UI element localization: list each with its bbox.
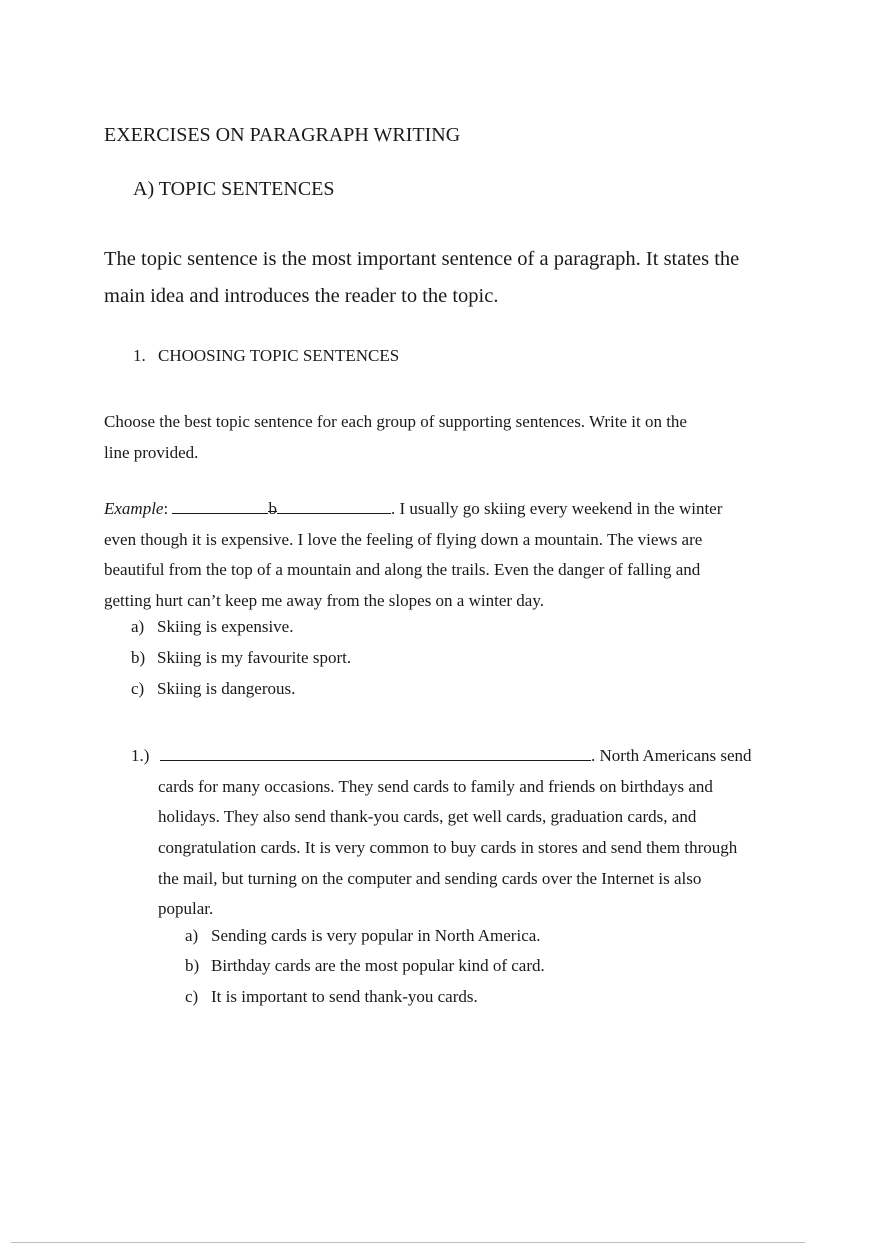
example-text: even though it is expensive. I love the feeling of flying down a mountain. The views are xyxy=(104,529,703,549)
example-answer: b xyxy=(268,494,277,512)
subsection-number: 1. xyxy=(133,346,146,365)
question-text: cards for many occasions. They send cards to family and friends on birthdays and xyxy=(158,776,713,796)
option-text: It is important to send thank-you cards. xyxy=(211,987,478,1006)
intro-line: main idea and introduces the reader to the topic. xyxy=(104,285,499,307)
intro-line: The topic sentence is the most important sentence of a paragraph. It states the xyxy=(104,248,740,270)
instructions-line: Choose the best topic sentence for each group of supporting sentences. Write it on the xyxy=(104,412,687,431)
question-text: congratulation cards. It is very common to buy cards in stores and send them through xyxy=(158,838,738,858)
option-text: Sending cards is very popular in North America. xyxy=(211,926,541,945)
option-letter: c) xyxy=(131,679,145,698)
question-text: popular. xyxy=(158,899,214,919)
option-text: Skiing is expensive. xyxy=(157,617,294,636)
question-text: holidays. They also send thank-you cards, get well cards, graduation cards, and xyxy=(158,807,697,827)
option-letter: b) xyxy=(185,956,200,975)
instructions xyxy=(104,406,744,468)
question-text: the mail, but turning on the computer and sending cards over the Internet is also xyxy=(158,868,702,888)
example-colon: : xyxy=(163,499,169,518)
option-letter: c) xyxy=(185,987,199,1006)
example-label: Example xyxy=(104,499,164,518)
example-text: getting hurt can’t keep me away from the slopes on a winter day. xyxy=(104,591,544,611)
page-title: EXERCISES ON PARAGRAPH WRITING xyxy=(104,124,461,146)
option-text: Skiing is dangerous. xyxy=(157,679,296,698)
instructions-line: line provided. xyxy=(104,443,199,462)
question-number: 1.) xyxy=(131,746,150,765)
example-paragraph xyxy=(104,494,764,617)
answer-blank-left xyxy=(172,496,268,514)
answer-blank-right xyxy=(277,496,391,514)
intro-paragraph xyxy=(104,241,804,315)
footer-divider xyxy=(11,1242,805,1243)
question-text: . North Americans send xyxy=(591,746,752,765)
option-letter: a) xyxy=(185,926,199,945)
option-text: Birthday cards are the most popular kind of card. xyxy=(211,956,545,975)
option-letter: a) xyxy=(131,617,145,636)
subsection-title: CHOOSING TOPIC SENTENCES xyxy=(158,346,400,365)
example-text: beautiful from the top of a mountain and along the trails. Even the danger of falling and xyxy=(104,560,701,580)
option-letter: b) xyxy=(131,648,146,667)
option-text: Skiing is my favourite sport. xyxy=(157,648,352,667)
answer-blank[interactable] xyxy=(160,743,591,761)
section-heading: A) TOPIC SENTENCES xyxy=(133,178,335,200)
example-text: . I usually go skiing every weekend in the winter xyxy=(390,499,723,518)
